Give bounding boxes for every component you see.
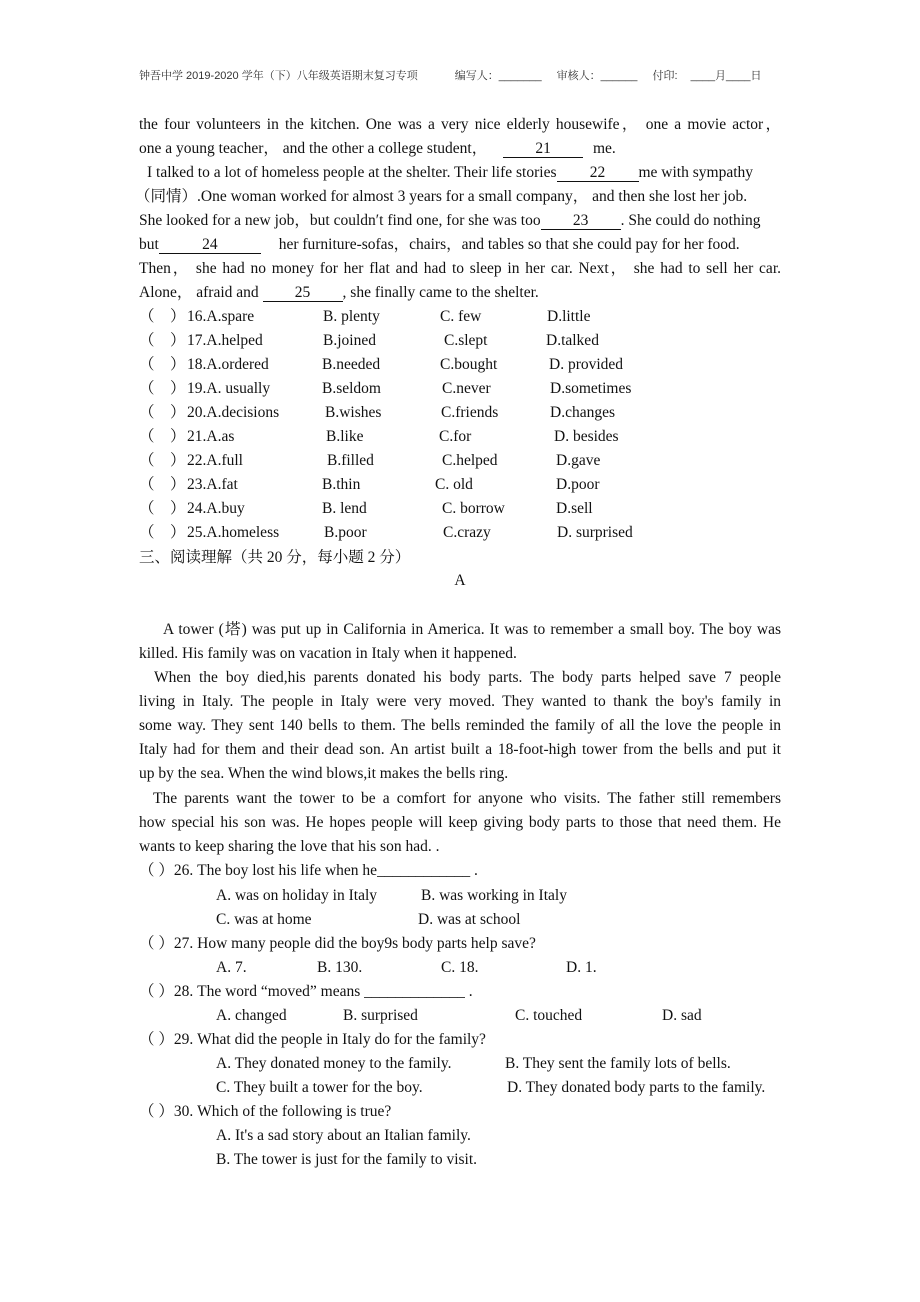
cloze-line-2: [139, 139, 616, 159]
q26-option-b: B. was working in Italy: [421, 887, 567, 904]
option-d: D. surprised: [557, 524, 633, 541]
option-b: B.filled: [327, 452, 374, 469]
option-a: A.as: [206, 428, 235, 445]
question-number: 18.: [187, 356, 207, 373]
question-option-a: [187, 499, 245, 519]
option-c: C.bought: [440, 356, 498, 373]
option-c: C.for: [439, 428, 472, 445]
question-number: 24.: [187, 500, 207, 517]
question-26-stem: （ ）26. The boy lost his life when he____________ .: [139, 862, 478, 879]
passage-line-7: up by the sea. When the wind blows,it makes the bells ring.: [139, 765, 509, 782]
answer-paren[interactable]: （ ）: [139, 500, 186, 517]
passage-line-5: some way. They sent 140 bells to them. The bells reminded the family of all the love the people in: [139, 717, 781, 734]
cloze-text: She looked for a new job，but couldn′t find one, for she was too: [139, 212, 541, 229]
option-a: A.homeless: [206, 524, 280, 541]
question-option-a: [187, 475, 238, 495]
question-option-a: [187, 355, 269, 375]
option-a: A.full: [206, 452, 243, 469]
blank-24[interactable]: 24: [159, 237, 261, 254]
answer-paren[interactable]: （ ）: [139, 404, 186, 421]
question-number: 16.: [187, 308, 207, 325]
option-b: B. lend: [322, 500, 367, 517]
cloze-text: one a young teacher， and the other a college student，: [139, 140, 488, 157]
option-a: A.decisions: [206, 404, 280, 421]
passage-line-1: A tower (塔) was put up in California in America. It was to remember a small boy. The boy was: [163, 621, 781, 638]
q29-option-b: B. They sent the family lots of bells.: [505, 1055, 731, 1072]
option-c: C. old: [435, 476, 473, 493]
header-date: ____月____日: [690, 70, 762, 82]
q29-option-a: A. They donated money to the family.: [216, 1055, 452, 1072]
cloze-line-5: [139, 211, 761, 231]
passage-line-3: When the boy died,his parents donated his body parts. The body parts helped save 7 people: [154, 669, 781, 686]
option-a: A.fat: [206, 476, 238, 493]
cloze-line-3: [147, 163, 753, 183]
blank-25[interactable]: 25: [263, 285, 343, 302]
question-option-a: [187, 307, 254, 327]
q27-option-d: D. 1.: [566, 959, 597, 976]
q27-option-b: B. 130.: [317, 959, 363, 976]
option-c: C. borrow: [442, 500, 505, 517]
cloze-line-6: [139, 235, 740, 255]
question-29-stem: （ ）29. What did the people in Italy do for the family?: [139, 1031, 486, 1048]
q26-option-d: D. was at school: [418, 911, 521, 928]
passage-label: A: [454, 572, 466, 589]
cloze-line-1: the four volunteers in the kitchen. One was a very nice elderly housewife， one a movie actor，: [139, 116, 781, 133]
question-option-a: [187, 403, 279, 423]
q29-option-d: D. They donated body parts to the family.: [507, 1079, 766, 1096]
option-c: C.friends: [441, 404, 499, 421]
option-b: B.needed: [322, 356, 381, 373]
page-header: [139, 67, 839, 83]
answer-paren[interactable]: （ ）: [139, 476, 186, 493]
question-28-stem: （ ）28. The word “moved” means _____________ .: [139, 983, 473, 1000]
header-writer: 编写人：_______: [454, 70, 542, 82]
option-b: B.wishes: [325, 404, 382, 421]
q28-option-d: D. sad: [662, 1007, 702, 1024]
passage-line-9: how special his son was. He hopes people will keep giving body parts to those that need them. He: [139, 814, 781, 831]
option-c: C.never: [442, 380, 491, 397]
option-c: C.helped: [442, 452, 498, 469]
q28-option-c: C. touched: [515, 1007, 583, 1024]
option-c: C.crazy: [443, 524, 491, 541]
blank-21[interactable]: 21: [503, 141, 583, 158]
option-b: B. plenty: [323, 308, 380, 325]
cloze-text: me with sympathy: [638, 164, 754, 181]
cloze-text: me.: [592, 140, 616, 157]
option-b: B.seldom: [322, 380, 381, 397]
answer-paren[interactable]: （ ）: [139, 332, 186, 349]
q27-option-c: C. 18.: [441, 959, 479, 976]
option-d: D.poor: [556, 476, 600, 493]
question-number: 25.: [187, 524, 207, 541]
answer-paren[interactable]: （ ）: [139, 452, 186, 469]
blank-22[interactable]: 22: [557, 165, 639, 182]
cloze-line-4: （同情）.One woman worked for almost 3 years for a small company， and then she lost her job.: [135, 188, 748, 205]
answer-paren[interactable]: （ ）: [139, 428, 186, 445]
option-a: A. usually: [206, 380, 271, 397]
option-b: B.thin: [322, 476, 361, 493]
cloze-line-8: [139, 283, 539, 303]
option-d: D. provided: [549, 356, 624, 373]
section-title: 三、阅读理解（共 20 分，每小题 2 分）: [139, 549, 411, 566]
header-reviewer: 审核人：______: [556, 70, 638, 82]
passage-line-8: The parents want the tower to be a comfort for anyone who visits. The father still remembers: [153, 790, 781, 807]
option-a: A.ordered: [206, 356, 269, 373]
option-a: A.spare: [206, 308, 255, 325]
option-c: C. few: [440, 308, 482, 325]
option-d: D.changes: [550, 404, 615, 421]
question-number: 21.: [187, 428, 207, 445]
blank-23[interactable]: 23: [541, 213, 621, 230]
cloze-text: . She could do nothing: [620, 212, 761, 229]
q27-option-a: A. 7.: [216, 959, 247, 976]
q26-option-a: A. was on holiday in Italy: [216, 887, 378, 904]
cloze-text: her furniture-sofas，chairs，and tables so that she could pay for her food.: [278, 236, 740, 253]
cloze-line-7: Then， she had no money for her flat and had to sleep in her car. Next， she had to sell her car.: [139, 260, 781, 277]
q26-option-c: C. was at home: [216, 911, 312, 928]
passage-line-6: Italy had for them and their dead son. An artist built a 18-foot-high tower from the bells and put it: [139, 741, 781, 758]
question-option-a: [187, 523, 279, 543]
q29-option-c: C. They built a tower for the boy.: [216, 1079, 423, 1096]
cloze-text: , she finally came to the shelter.: [342, 284, 539, 301]
header-print: 付印:: [652, 70, 678, 82]
option-d: D. besides: [554, 428, 619, 445]
option-d: D.little: [547, 308, 591, 325]
cloze-text: Alone， afraid and: [139, 284, 259, 301]
answer-paren[interactable]: （ ）: [139, 380, 186, 397]
question-number: 23.: [187, 476, 207, 493]
question-30-stem: （ ）30. Which of the following is true?: [139, 1103, 392, 1120]
option-d: D.sometimes: [550, 380, 632, 397]
option-b: B.poor: [324, 524, 367, 541]
q28-option-a: A. changed: [216, 1007, 287, 1024]
question-option-a: [187, 331, 263, 351]
passage-line-4: living in Italy. The people in Italy were very moved. They wanted to thank the boy's family in: [139, 693, 781, 710]
answer-paren[interactable]: （ ）: [139, 308, 186, 325]
question-option-a: [187, 379, 270, 399]
q28-option-b: B. surprised: [343, 1007, 418, 1024]
question-27-stem: （ ）27. How many people did the boy9s body parts help save?: [139, 935, 536, 952]
answer-paren[interactable]: （ ）: [139, 356, 186, 373]
question-option-a: [187, 451, 243, 471]
option-d: D.talked: [546, 332, 599, 349]
cloze-text: I talked to a lot of homeless people at the shelter. Their life stories: [147, 164, 557, 181]
option-d: D.gave: [556, 452, 601, 469]
passage-line-10: wants to keep sharing the love that his son had. .: [139, 838, 440, 855]
question-number: 19.: [187, 380, 207, 397]
answer-paren[interactable]: （ ）: [139, 524, 186, 541]
passage-line-2: killed. His family was on vacation in Italy when it happened.: [139, 645, 517, 662]
option-b: B.like: [326, 428, 364, 445]
option-a: A.helped: [206, 332, 263, 349]
question-number: 17.: [187, 332, 207, 349]
question-option-a: [187, 427, 234, 447]
question-number: 22.: [187, 452, 207, 469]
option-d: D.sell: [556, 500, 593, 517]
option-b: B.joined: [323, 332, 376, 349]
q30-option-b: B. The tower is just for the family to visit.: [216, 1151, 478, 1168]
header-title: 钟吾中学 2019-2020 学年（下）八年级英语期末复习专项: [139, 70, 418, 82]
option-c: C.slept: [444, 332, 488, 349]
q30-option-a: A. It's a sad story about an Italian family.: [216, 1127, 471, 1144]
cloze-text: but: [139, 236, 159, 253]
option-a: A.buy: [206, 500, 245, 517]
question-number: 20.: [187, 404, 207, 421]
